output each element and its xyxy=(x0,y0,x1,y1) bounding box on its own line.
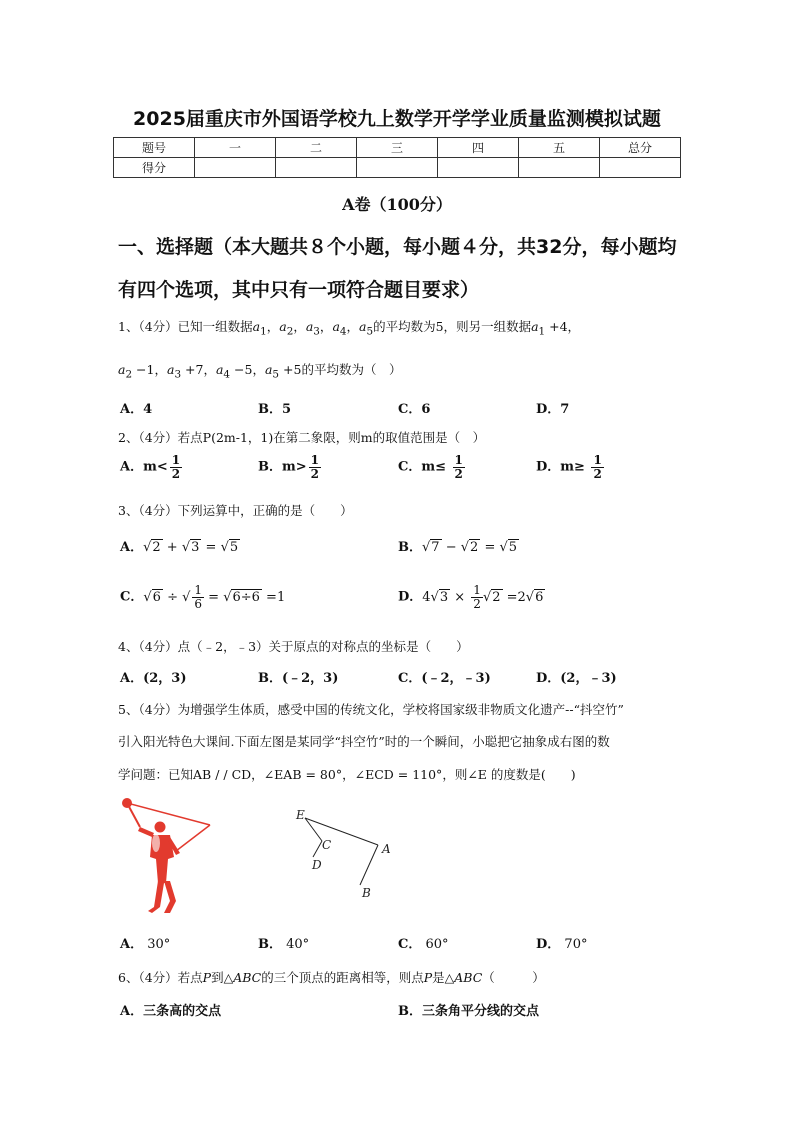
question-6: 6、（4分）若点P到△ABC的三个顶点的距离相等，则点P是△ABC（ ） xyxy=(118,970,545,985)
option-d[interactable]: D． 70° xyxy=(536,937,588,952)
question-5-cont2: 学问题：已知AB / / CD，∠EAB = 80°，∠ECD = 110°，则∠E 的度数是( ) xyxy=(118,767,576,782)
part-title: A卷（100分） xyxy=(342,195,452,214)
option-c[interactable]: C．√6 ÷ √ $\frac{1}{6}$ = √6÷6 =1 xyxy=(120,583,286,611)
option-a[interactable]: A． 30° xyxy=(120,937,171,952)
option-d[interactable]: D．(2，﹣3) xyxy=(536,671,617,686)
score-table xyxy=(113,137,681,178)
option-b[interactable]: B．(﹣2，3) xyxy=(258,671,339,686)
question-1: 1、（4分）已知一组数据$a_1$，$a_2$，$a_3$，$a_4$，$a_5$的平均数为5，则另一组数据$a_1 +4$， xyxy=(118,319,581,338)
table-cell: 四 xyxy=(438,138,519,158)
table-row xyxy=(114,158,681,178)
label-e: E xyxy=(296,808,305,822)
page-title: 2025届重庆市外国语学校九上数学开学学业质量监测模拟试题 xyxy=(133,108,661,130)
option-a[interactable]: A．(2，3) xyxy=(120,671,187,686)
question-2: 2、（4分）若点P(2m-1，1)在第二象限，则m的取值范围是（ ） xyxy=(118,430,486,445)
option-a[interactable]: A．三条高的交点 xyxy=(120,1004,222,1019)
table-cell: 一 xyxy=(195,138,276,158)
question-1-cont: $a_2 -1$，$a_3 +7$，$a_4 -5$，$a_5 +5$的平均数为（ ） xyxy=(118,362,402,381)
option-c[interactable]: C．6 xyxy=(398,402,431,417)
table-cell: 三 xyxy=(357,138,438,158)
option-d[interactable]: D．4√3 × $\frac{1}{2}$ √2 =2√6 xyxy=(398,583,544,611)
option-d[interactable]: D．m≥ $\frac{1}{2}$ xyxy=(536,453,602,481)
question-4: 4、（4分）点（﹣2，﹣3）关于原点的对称点的坐标是（ ） xyxy=(118,639,469,654)
table-cell[interactable] xyxy=(276,158,357,178)
question-5: 5、（4分）为增强学生体质，感受中国的传统文化，学校将国家级非物质文化遗产--“抖空竹” xyxy=(118,702,624,717)
option-a[interactable]: A．√2 + √3 = √5 xyxy=(120,540,239,555)
option-b[interactable]: B．m> $\frac{1}{2}$ xyxy=(258,453,319,481)
label-b: B xyxy=(362,886,371,900)
table-cell: 得分 xyxy=(114,158,195,178)
option-d[interactable]: D．7 xyxy=(536,402,570,417)
table-cell: 总分 xyxy=(600,138,681,158)
diabolo-player-figure xyxy=(118,795,218,917)
option-a[interactable]: A．m< $\frac{1}{2}$ xyxy=(120,453,181,481)
label-c: C xyxy=(322,838,332,852)
geometry-figure xyxy=(290,805,405,900)
option-a[interactable]: A．4 xyxy=(120,402,153,417)
table-cell: 题号 xyxy=(114,138,195,158)
table-cell[interactable] xyxy=(357,158,438,178)
label-a: A xyxy=(382,842,391,856)
option-b[interactable]: B．5 xyxy=(258,402,292,417)
table-cell: 二 xyxy=(276,138,357,158)
table-cell[interactable] xyxy=(195,158,276,178)
option-b[interactable]: B． 40° xyxy=(258,937,310,952)
option-b[interactable]: B．√7 − √2 = √5 xyxy=(398,540,518,555)
table-row xyxy=(114,138,681,158)
table-cell: 五 xyxy=(519,138,600,158)
option-c[interactable]: C． 60° xyxy=(398,937,449,952)
table-cell[interactable] xyxy=(438,158,519,178)
question-5-cont: 引入阳光特色大课间.下面左图是某同学“抖空竹”时的一个瞬间，小聪把它抽象成右图的数 xyxy=(118,734,610,749)
section-heading-cont: 有四个选项，其中只有一项符合题目要求） xyxy=(118,279,480,301)
option-c[interactable]: C．(﹣2，﹣3) xyxy=(398,671,491,686)
table-cell[interactable] xyxy=(600,158,681,178)
option-b[interactable]: B．三条角平分线的交点 xyxy=(398,1004,539,1019)
option-c[interactable]: C．m≤ $\frac{1}{2}$ xyxy=(398,453,463,481)
table-cell[interactable] xyxy=(519,158,600,178)
label-d: D xyxy=(312,858,322,872)
section-heading: 一、选择题（本大题共８个小题，每小题４分，共32分，每小题均 xyxy=(118,236,677,258)
question-3: 3、（4分）下列运算中，正确的是（ ） xyxy=(118,503,353,518)
